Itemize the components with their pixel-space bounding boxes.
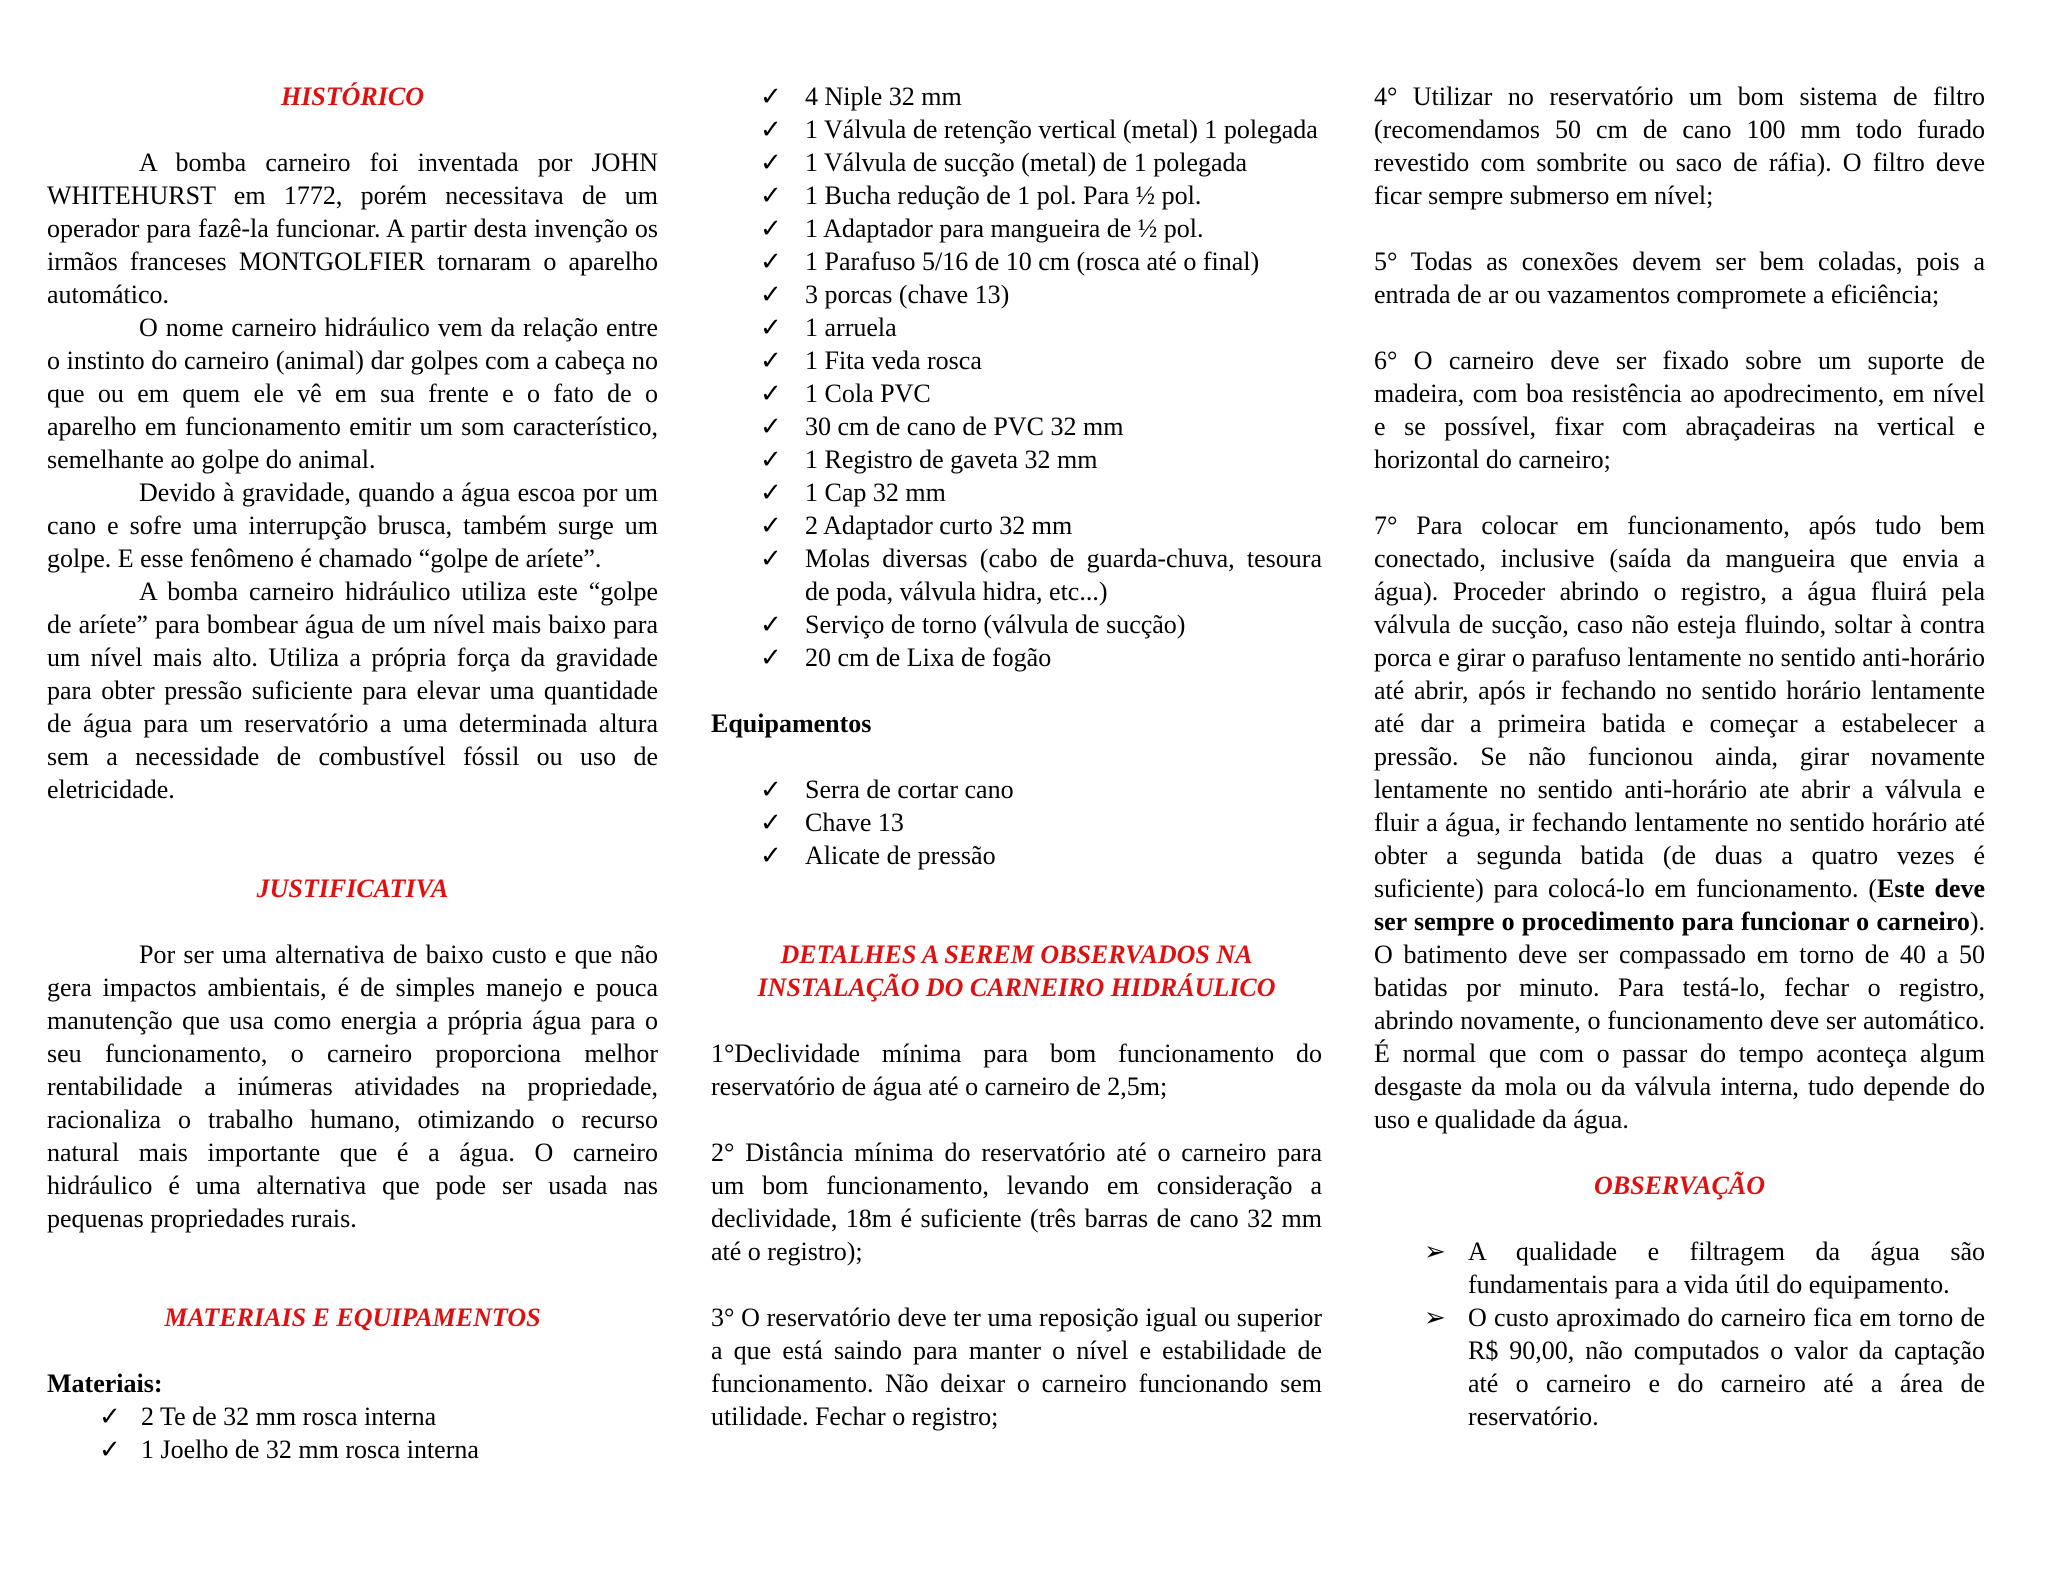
list-item: ✓ 4 Niple 32 mm (760, 82, 962, 111)
list-item: ✓ 2 Te de 32 mm rosca interna (99, 1402, 437, 1431)
list-item: ✓ 2 Adaptador curto 32 mm (760, 511, 1073, 540)
check-icon: ✓ (760, 148, 782, 177)
column-1 (47, 80, 658, 1466)
list-item: ✓ 20 cm de Lixa de fogão (760, 643, 1052, 672)
list-item: ✓ Chave 13 (760, 808, 904, 837)
arrow-icon: ➢ (1424, 1237, 1446, 1266)
list-item: ✓ 1 Bucha redução de 1 pol. Para ½ pol. (760, 181, 1202, 210)
list-item: ✓ 1 Registro de gaveta 32 mm (760, 445, 1098, 474)
equipamentos-label: Equipamentos (711, 709, 872, 738)
list-item: ➢ O custo aproximado do carneiro fica em torno de R$ 90,00, não computados o valor da captação até o carneiro e do carneiro até a área de reservatório. (1424, 1303, 1985, 1431)
detalhes-title-line1: DETALHES A SEREM OBSERVADOS NA (780, 940, 1253, 969)
check-icon: ✓ (760, 808, 782, 837)
arrow-icon: ➢ (1424, 1303, 1446, 1332)
detalhe-item-7: 7° Para colocar em funcionamento, após tudo bem conectado, inclusive (saída da mangueira que envia a água). Proceder abrindo o registro, a água fluirá pela válvula de sucção, caso não esteja fluindo, soltar à contra porca e girar o parafuso lentamente no sentido anti-horário até abrir, após ir fechando no sentido horário lentamente até dar a primeira batida e começar a estabelecer a pressão. Se não funcionou ainda, girar novamente lentamente no sentido anti-horário ate abrir a válvula e fluir a água, ir fechando lentamente no sentido horário até obter a segunda batida (de duas a quatro vezes é suficiente) para colocá-lo em funcionamento. (Este deve ser sempre o procedimento para funcionar o carneiro). O batimento deve ser compassado em torno de 40 a 50 batidas por minuto. Para testá-lo, fechar o registro, abrindo novamente, o funcionamento deve ser automático. É normal que com o passar do tempo aconteça algum desgaste da mola ou da válvula interna, tudo depende do uso e qualidade da água. (1374, 511, 1986, 1134)
check-icon: ✓ (760, 610, 782, 639)
equipamentos-list (711, 773, 1322, 872)
historico-title: HISTÓRICO (280, 82, 425, 111)
check-icon: ✓ (99, 1402, 121, 1431)
check-icon: ✓ (760, 478, 782, 507)
list-item: ✓ 1 Joelho de 32 mm rosca interna (99, 1435, 479, 1464)
list-item: ✓ Serra de cortar cano (760, 775, 1014, 804)
list-item: ✓ 1 Cap 32 mm (760, 478, 946, 507)
check-icon: ✓ (760, 544, 782, 573)
justificativa-paragraph: Por ser uma alternativa de baixo custo e que não gera impactos ambientais, é de simples manejo e pouca manutenção que usa como energia a própria água para o seu funcionamento, o carneiro proporciona melhor rentabilidade a inúmeras atividades na propriedade, racionaliza o trabalho humano, otimizando o recurso natural mais importante que é a água. O carneiro hidráulico é uma alternativa que pode ser usada nas pequenas propriedades rurais. (47, 940, 658, 1233)
check-icon: ✓ (760, 511, 782, 540)
check-icon: ✓ (760, 412, 782, 441)
materiais-list-col2 (711, 80, 1322, 674)
list-item: ✓ 1 Cola PVC (760, 379, 931, 408)
item7-bold-note: Este deve ser sempre o procedimento para funcionar o carneiro (1374, 874, 1986, 936)
list-item: ✓ 1 Válvula de retenção vertical (metal) 1 polegada (760, 115, 1318, 144)
materiais-label: Materiais: (47, 1369, 163, 1398)
check-icon: ✓ (760, 379, 782, 408)
detalhe-item-3: 3° O reservatório deve ter uma reposição igual ou superior a que está saindo para manter o nível e estabilidade de funcionamento. Não deixar o carneiro funcionando sem utilidade. Fechar o registro; (711, 1303, 1322, 1431)
list-item: ✓ 30 cm de cano de PVC 32 mm (760, 412, 1124, 441)
detalhes-title (711, 938, 1322, 1004)
detalhe-item-6: 6° O carneiro deve ser fixado sobre um suporte de madeira, com boa resistência ao apodrecimento, em nível e se possível, fixar com abraçadeiras na vertical e horizontal do carneiro; (1374, 346, 1985, 474)
detalhe-item-5: 5° Todas as conexões devem ser bem coladas, pois a entrada de ar ou vazamentos compromete a eficiência; (1374, 247, 1985, 309)
list-item: ✓ 1 Válvula de sucção (metal) de 1 polegada (760, 148, 1248, 177)
detalhe-item-2: 2° Distância mínima do reservatório até o carneiro para um bom funcionamento, levando em consideração a declividade, 18m é suficiente (três barras de cano 32 mm até o registro); (711, 1138, 1322, 1266)
historico-paragraph-1: A bomba carneiro foi inventada por JOHN WHITEHURST em 1772, porém necessitava de um operador para fazê-la funcionar. A partir desta invenção os irmãos franceses MONTGOLFIER tornaram o aparelho automático. (47, 148, 658, 309)
observacao-list (1374, 1235, 1985, 1433)
historico-paragraph-2: O nome carneiro hidráulico vem da relação entre o instinto do carneiro (animal) dar golpes com a cabeça no que ou em quem ele vê em sua frente e o fato de o aparelho em funcionamento emitir um som característico, semelhante ao golpe do animal. (47, 313, 658, 474)
list-item: ✓ 1 Parafuso 5/16 de 10 cm (rosca até o final) (760, 247, 1260, 276)
list-item: ✓ 1 Fita veda rosca (760, 346, 982, 375)
check-icon: ✓ (760, 775, 782, 804)
historico-paragraph-3: Devido à gravidade, quando a água escoa por um cano e sofre uma interrupção brusca, também surge um golpe. E esse fenômeno é chamado “golpe de aríete”. (47, 478, 658, 573)
list-item: ✓ Alicate de pressão (760, 841, 996, 870)
observacao-title: OBSERVAÇÃO (1593, 1171, 1765, 1200)
justificativa-title: JUSTIFICATIVA (256, 874, 449, 903)
detalhe-item-1: 1°Declividade mínima para bom funcionamento do reservatório de água até o carneiro de 2,5m; (711, 1039, 1322, 1101)
check-icon: ✓ (760, 247, 782, 276)
detalhes-title-line2: INSTALAÇÃO DO CARNEIRO HIDRÁULICO (757, 973, 1276, 1002)
materiais-list-col1 (47, 1400, 658, 1466)
check-icon: ✓ (99, 1435, 121, 1464)
check-icon: ✓ (760, 82, 782, 111)
materiais-title: MATERIAIS E EQUIPAMENTOS (164, 1303, 541, 1332)
list-item: ✓ 1 arruela (760, 313, 897, 342)
historico-paragraph-4: A bomba carneiro hidráulico utiliza este “golpe de aríete” para bombear água de um nível mais baixo para um nível mais alto. Utiliza a própria força da gravidade para obter pressão suficiente para elevar uma quantidade de água para um reservatório a uma determinada altura sem a necessidade de combustível fóssil ou uso de eletricidade. (47, 577, 658, 804)
list-item: ✓ 1 Adaptador para mangueira de ½ pol. (760, 214, 1204, 243)
list-item: ✓ 3 porcas (chave 13) (760, 280, 1010, 309)
check-icon: ✓ (760, 346, 782, 375)
column-3 (1374, 80, 1985, 1433)
check-icon: ✓ (760, 181, 782, 210)
check-icon: ✓ (760, 841, 782, 870)
list-item: ➢ A qualidade e filtragem da água são fundamentais para a vida útil do equipamento. (1424, 1237, 1985, 1299)
check-icon: ✓ (760, 280, 782, 309)
detalhe-item-4: 4° Utilizar no reservatório um bom sistema de filtro (recomendamos 50 cm de cano 100 mm todo furado revestido com sombrite ou saco de ráfia). O filtro deve ficar sempre submerso em nível; (1374, 82, 1985, 210)
check-icon: ✓ (760, 115, 782, 144)
column-2 (711, 80, 1322, 1433)
list-item: ✓ Serviço de torno (válvula de sucção) (760, 610, 1186, 639)
check-icon: ✓ (760, 643, 782, 672)
list-item: ✓ Molas diversas (cabo de guarda-chuva, tesoura de poda, válvula hidra, etc...) (760, 544, 1322, 606)
check-icon: ✓ (760, 214, 782, 243)
check-icon: ✓ (760, 445, 782, 474)
check-icon: ✓ (760, 313, 782, 342)
